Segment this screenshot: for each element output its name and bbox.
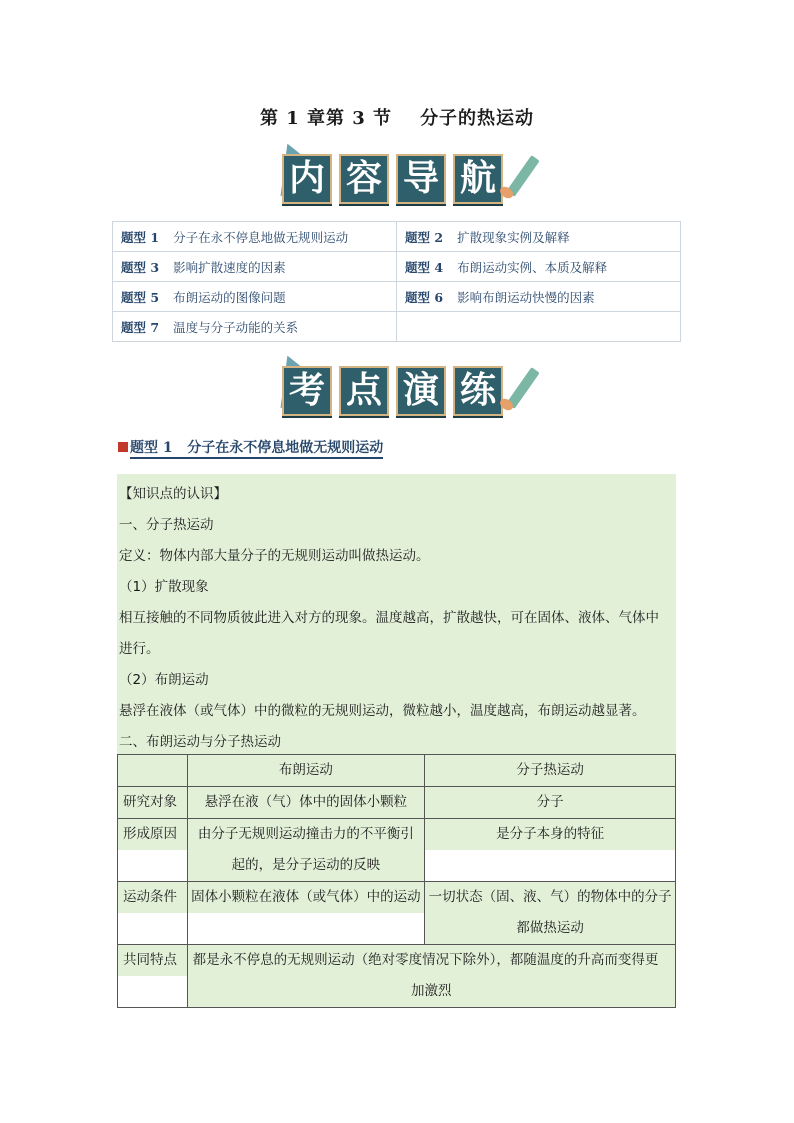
section-title: 分子在永不停息地做无规则运动 bbox=[187, 440, 384, 456]
table-cell bbox=[187, 882, 425, 945]
cell-text: 加激烈 bbox=[411, 983, 452, 999]
table-header bbox=[425, 755, 676, 787]
cell-text: 分子 bbox=[536, 794, 564, 810]
table-row bbox=[118, 945, 676, 1008]
row-name-text: 形成原因 bbox=[123, 826, 177, 842]
cell-text: 都是永不停息的无规则运动（绝对零度情况下除外），都随温度的升高而变得更 bbox=[192, 952, 659, 968]
cell-text: 悬浮在液（气）体中的固体小颗粒 bbox=[204, 794, 408, 810]
nav-item-text: 布朗运动的图像问题 bbox=[173, 289, 286, 305]
nav-item-text: 扩散现象实例及解释 bbox=[457, 229, 570, 245]
cell-text: 固体小颗粒在液体（或气体）中的运动 bbox=[191, 889, 421, 905]
banner-tile: 内 bbox=[282, 154, 332, 204]
knowledge-line: 定义：物体内部大量分子的无规则运动叫做热运动。 bbox=[119, 548, 430, 564]
nav-item-text: 影响布朗运动快慢的因素 bbox=[457, 289, 595, 305]
nav-item-label: 题型 2 bbox=[405, 229, 444, 245]
page-title bbox=[0, 104, 794, 130]
nav-item-7[interactable] bbox=[113, 312, 397, 342]
pencil-icon bbox=[506, 155, 539, 197]
row-name-text: 共同特点 bbox=[123, 952, 177, 968]
banner-tile: 航 bbox=[453, 154, 503, 204]
nav-item-label: 题型 7 bbox=[121, 319, 160, 335]
banner-tile: 考 bbox=[282, 366, 332, 416]
table-cell-merged bbox=[187, 945, 675, 1008]
table-cell bbox=[187, 819, 425, 882]
nav-item-6[interactable] bbox=[397, 282, 681, 312]
knowledge-line: 二、布朗运动与分子热运动 bbox=[119, 734, 281, 750]
cell-text: 一切状态（固、液、气）的物体中的分子 bbox=[428, 889, 672, 905]
banner-tile: 导 bbox=[396, 154, 446, 204]
section-label: 题型 1 bbox=[130, 440, 173, 456]
title-topic: 分子的热运动 bbox=[420, 108, 535, 129]
knowledge-line: （1）扩散现象 bbox=[119, 579, 209, 595]
nav-item-label: 题型 1 bbox=[121, 229, 160, 245]
pencil-icon bbox=[506, 367, 539, 409]
nav-item-3[interactable] bbox=[113, 252, 397, 282]
nav-item-text: 影响扩散速度的因素 bbox=[173, 259, 286, 275]
knowledge-line: 一、分子热运动 bbox=[119, 517, 214, 533]
banner-tile: 点 bbox=[339, 366, 389, 416]
banner-tile: 练 bbox=[453, 366, 503, 416]
table-cell bbox=[425, 787, 676, 819]
row-name bbox=[118, 945, 188, 1008]
row-name bbox=[118, 819, 188, 882]
nav-item-4[interactable] bbox=[397, 252, 681, 282]
row-name bbox=[118, 787, 188, 819]
knowledge-heading: 【知识点的认识】 bbox=[119, 486, 227, 502]
table-cell bbox=[425, 882, 676, 945]
table-header bbox=[187, 755, 425, 787]
table-corner-cell bbox=[118, 755, 188, 787]
cell-text: 由分子无规则运动撞击力的不平衡引 bbox=[197, 826, 414, 842]
nav-item-label: 题型 5 bbox=[121, 289, 160, 305]
nav-item-label: 题型 3 bbox=[121, 259, 160, 275]
row-name-text: 运动条件 bbox=[123, 889, 177, 905]
nav-empty-cell bbox=[397, 312, 681, 342]
topic-nav-table bbox=[112, 221, 681, 342]
nav-item-1[interactable] bbox=[113, 222, 397, 252]
header-thermal: 分子热运动 bbox=[516, 762, 584, 778]
banner-tile: 容 bbox=[339, 154, 389, 204]
nav-item-5[interactable] bbox=[113, 282, 397, 312]
nav-item-text: 布朗运动实例、本质及解释 bbox=[457, 259, 608, 275]
nav-item-text: 分子在永不停息地做无规则运动 bbox=[173, 229, 349, 245]
table-row bbox=[118, 819, 676, 882]
table-cell bbox=[425, 819, 676, 882]
knowledge-line: （2）布朗运动 bbox=[119, 672, 209, 688]
title-chapter: 第 1 章第 3 节 bbox=[259, 108, 393, 129]
comparison-table bbox=[117, 754, 676, 1008]
nav-item-label: 题型 6 bbox=[405, 289, 444, 305]
cell-text: 起的，是分子运动的反映 bbox=[231, 857, 381, 873]
nav-item-2[interactable] bbox=[397, 222, 681, 252]
table-row bbox=[118, 882, 676, 945]
nav-item-text: 温度与分子动能的关系 bbox=[173, 319, 299, 335]
knowledge-line: 相互接触的不同物质彼此进入对方的现象。温度越高，扩散越快，可在固体、液体、气体中 bbox=[119, 610, 659, 626]
header-brownian: 布朗运动 bbox=[278, 762, 333, 778]
table-cell bbox=[187, 787, 425, 819]
practice-banner bbox=[272, 360, 524, 424]
row-name-text: 研究对象 bbox=[123, 794, 177, 810]
nav-item-label: 题型 4 bbox=[405, 259, 444, 275]
nav-banner bbox=[272, 148, 524, 212]
cell-text: 是分子本身的特征 bbox=[496, 826, 605, 842]
section-heading bbox=[118, 437, 383, 457]
knowledge-line: 进行。 bbox=[119, 641, 160, 657]
banner-tile: 演 bbox=[396, 366, 446, 416]
red-square-marker-icon bbox=[118, 442, 128, 452]
table-row bbox=[118, 787, 676, 819]
cell-text: 都做热运动 bbox=[516, 920, 584, 936]
row-name bbox=[118, 882, 188, 945]
knowledge-line: 悬浮在液体（或气体）中的微粒的无规则运动，微粒越小，温度越高，布朗运动越显著。 bbox=[119, 703, 646, 719]
